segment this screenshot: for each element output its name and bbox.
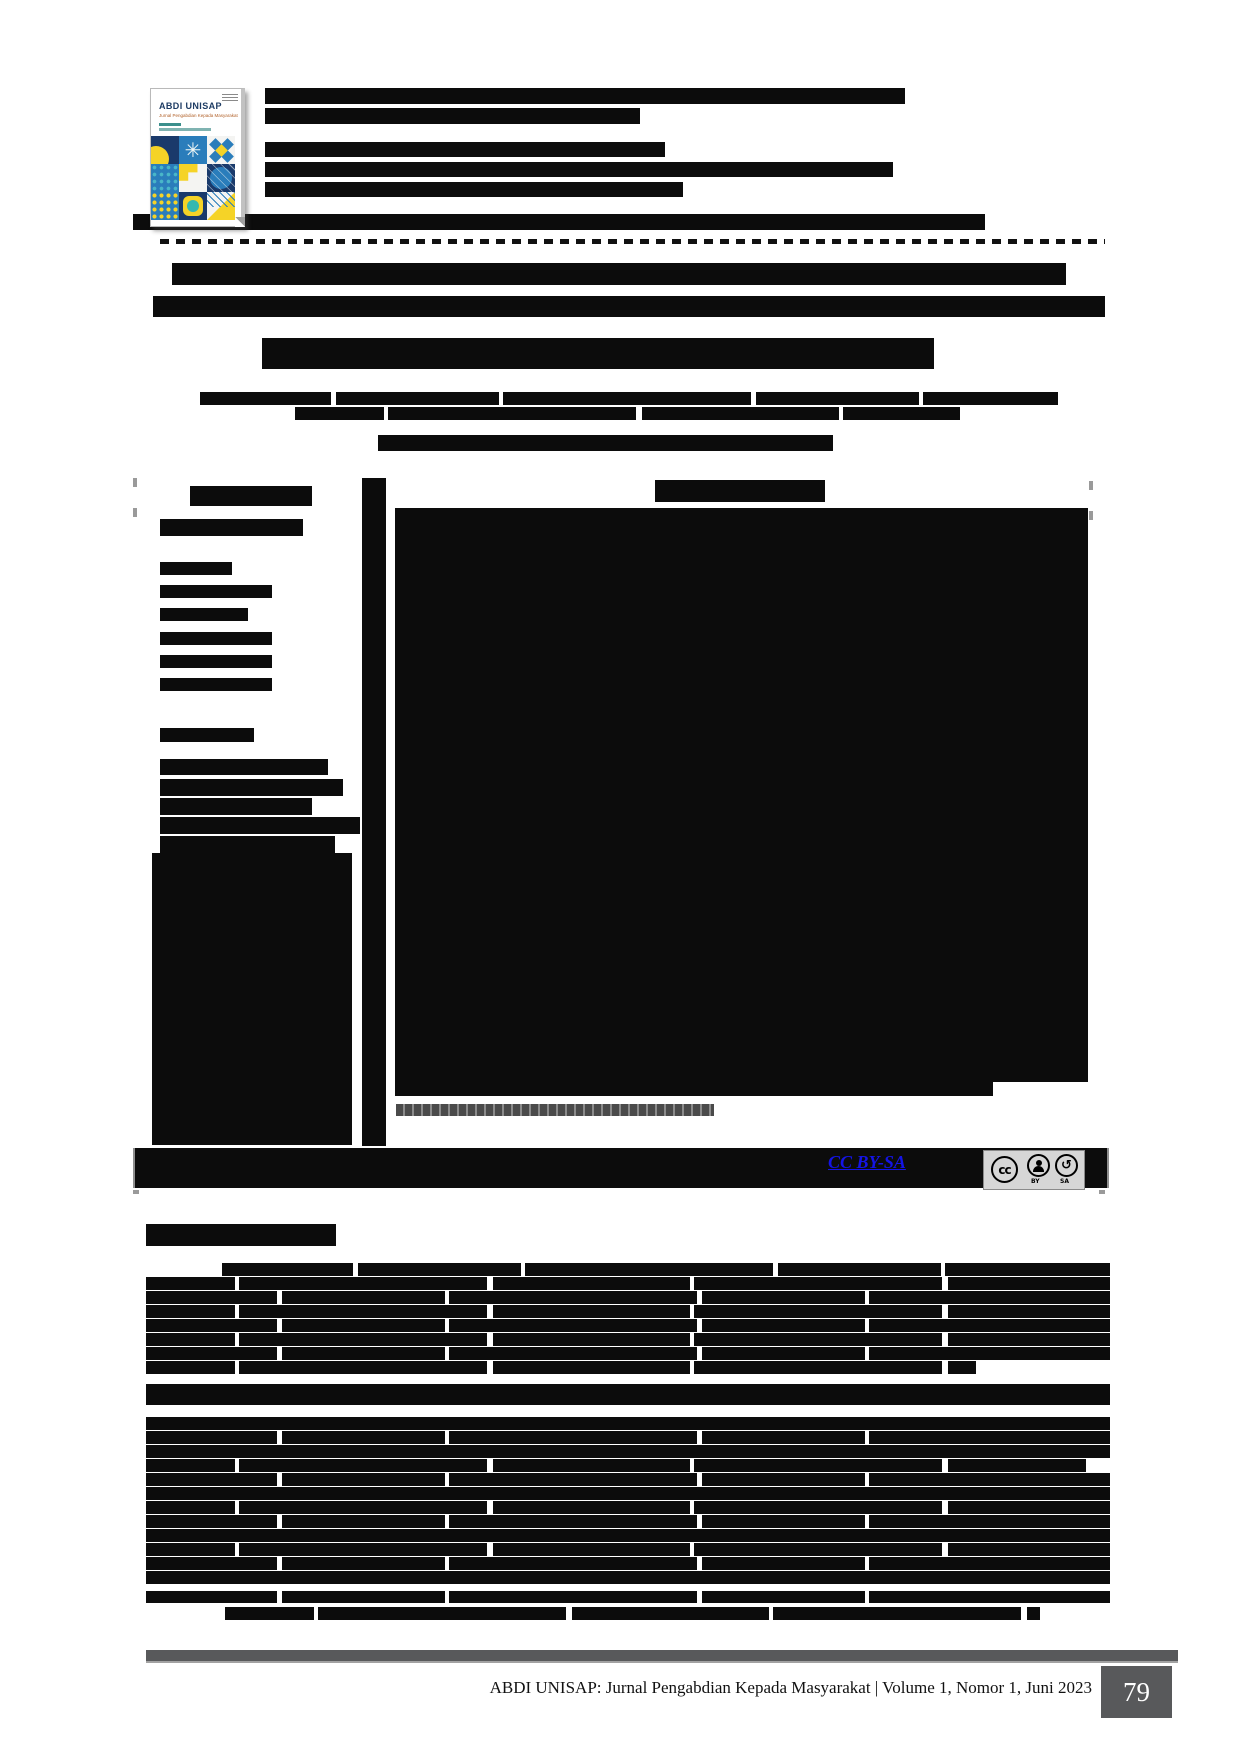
redacted-keywords-line [160,836,335,853]
redacted-paragraph-line [146,1445,1110,1458]
journal-cover-image [150,88,245,227]
share-alike-icon: ↺ [1055,1154,1078,1177]
cover-meta-line [159,123,181,126]
redacted-info-item [160,655,272,668]
redacted-authors-line [262,338,934,369]
redacted-info-item [160,562,232,575]
redacted-paragraph-line [146,1473,1110,1486]
redacted-affiliation-line [200,392,1058,405]
redacted-paragraph-line [146,1515,1110,1528]
by-label: BY [1031,1178,1040,1185]
attribution-person-icon [1027,1154,1050,1177]
header-rule [133,214,985,230]
redacted-section-heading [146,1224,336,1246]
redacted-paragraph-line [146,1333,1110,1346]
cover-barcode-icon [222,93,238,101]
license-row [133,1148,1109,1188]
table-column-divider [362,478,386,1146]
redacted-keywords-line [160,798,312,815]
cover-meta-line [159,128,211,131]
redacted-paragraph-line [146,1459,1086,1472]
redacted-paragraph-line [225,1607,1040,1620]
page-number: 79 [1123,1676,1150,1707]
redacted-affiliation-line [295,407,960,420]
sa-label: SA [1060,1178,1069,1185]
redacted-paragraph-line [146,1305,1110,1318]
redacted-paragraph-line [146,1543,1110,1556]
header-redacted-line [265,182,683,197]
cc-icon: cc [991,1156,1018,1183]
cover-mosaic [151,136,235,220]
redacted-paragraph-line [146,1291,1110,1304]
cover-subtitle: Jurnal Pengabdian Kepada Masyarakat [159,113,238,118]
redacted-paragraph-line [146,1591,1110,1603]
dotted-separator [160,239,1105,244]
redacted-keywords-line [160,779,343,796]
redacted-paragraph-line [146,1501,1110,1514]
redacted-paragraph-line [146,1277,1110,1290]
redacted-abstract-heading [655,480,825,502]
page-number-badge [1101,1666,1172,1718]
footer-rule [146,1650,1178,1663]
redacted-paragraph-line [146,1529,1110,1542]
spark-icon: ✳ [184,138,202,162]
redacted-abstract-text [395,508,1088,1082]
cover-title: ABDI UNISAP [159,101,222,111]
redacted-info-item [160,632,272,645]
redacted-paragraph-line [146,1487,1110,1500]
header-redacted-line [265,108,640,124]
cc-by-sa-link[interactable]: CC BY-SA [828,1152,906,1172]
footer-journal-line: ABDI UNISAP: Jurnal Pengabdian Kepada Masyarakat | Volume 1, Nomor 1, Juni 2023 [489,1678,1092,1697]
redacted-info-item [160,608,248,621]
redacted-info-heading [190,486,312,506]
redacted-paragraph-band [146,1384,1110,1405]
redacted-info-cell-fill [152,853,352,1145]
header-redacted-line [265,88,905,104]
redacted-keywords-line [160,817,360,834]
redacted-article-title-line [153,296,1105,317]
redacted-info-item [160,585,272,598]
redacted-article-title-line [172,263,1066,285]
citation-small-text [396,1104,714,1116]
redacted-email-line [378,435,833,451]
redacted-keywords-heading [160,759,328,775]
redacted-info-item [160,678,272,691]
redacted-paragraph-line [146,1417,1110,1430]
redacted-paragraph-line [146,1557,1110,1570]
redacted-info-item [160,728,254,742]
redacted-paragraph-line [146,1319,1110,1332]
redacted-info-subheading [160,519,303,536]
redacted-paragraph-line [146,1571,1110,1584]
redacted-paragraph-line [146,1361,976,1374]
header-redacted-line [265,142,665,157]
redacted-paragraph-line [146,1347,1110,1360]
redacted-paragraph-line [222,1263,1110,1276]
redacted-abstract-text [395,1082,993,1096]
cc-by-sa-badge[interactable] [983,1150,1085,1190]
redacted-paragraph-line [146,1431,1110,1444]
header-redacted-line [265,162,893,177]
cover-page-curl [235,217,245,227]
